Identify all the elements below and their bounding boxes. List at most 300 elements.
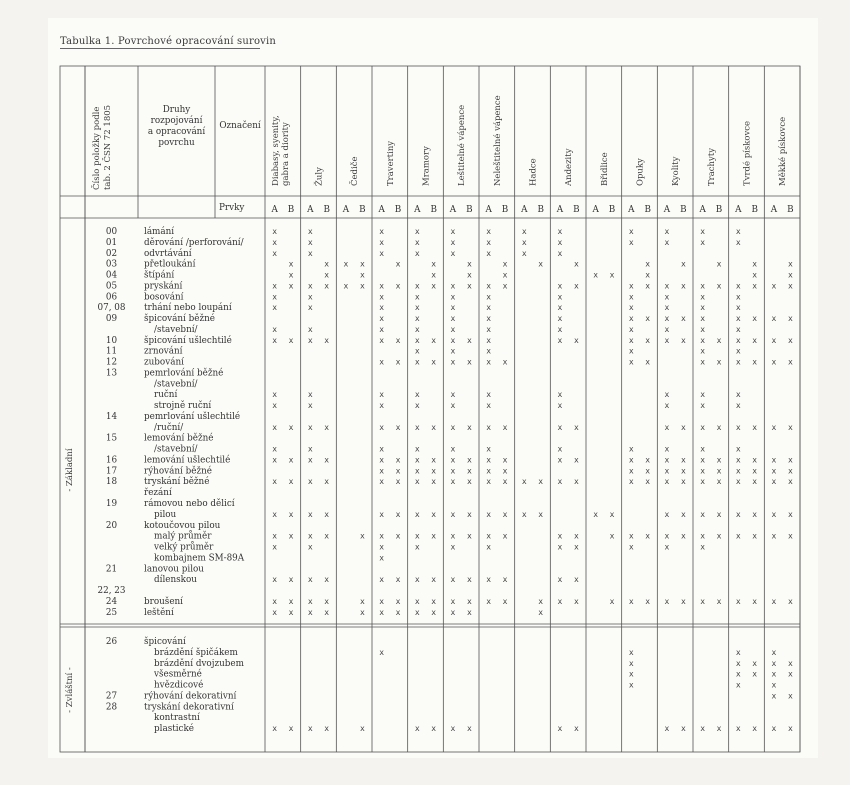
mark-x: x <box>716 455 722 465</box>
treatment-name: /ruční/ <box>154 422 184 433</box>
mark-x: x <box>307 281 313 291</box>
stone-header: Diabasy, syenity,gabra a diority <box>270 115 291 186</box>
mark-x: x <box>414 575 420 585</box>
mark-x: x <box>486 444 492 454</box>
mark-x: x <box>466 281 472 291</box>
mark-x: x <box>752 596 758 606</box>
mark-x: x <box>538 596 544 606</box>
treatment-name: špicování ušlechtilé <box>144 335 232 346</box>
col-a-label: A <box>307 205 314 215</box>
mark-x: x <box>307 335 313 345</box>
mark-x: x <box>771 281 777 291</box>
mark-x: x <box>414 357 420 367</box>
mark-x: x <box>288 281 294 291</box>
stone-header: Čediče <box>350 156 361 186</box>
mark-x: x <box>272 575 278 585</box>
stone-header: Opuky <box>635 158 646 186</box>
mark-x: x <box>628 596 634 606</box>
mark-x: x <box>450 292 456 302</box>
mark-x: x <box>272 509 278 519</box>
mark-x: x <box>557 724 563 734</box>
mark-x: x <box>609 509 615 519</box>
mark-x: x <box>272 455 278 465</box>
mark-x: x <box>486 227 492 236</box>
mark-x: x <box>395 466 401 476</box>
mark-x: x <box>486 248 492 258</box>
mark-x: x <box>716 724 722 734</box>
item-number: 21 <box>105 564 118 575</box>
stone-header: Tvrdé pískovce <box>742 120 753 186</box>
treatment-name: štípání <box>144 270 175 281</box>
treatment-name: rámovou nebo dělicí <box>144 499 235 509</box>
mark-x: x <box>557 531 563 541</box>
mark-x: x <box>787 314 793 324</box>
mark-x: x <box>272 724 278 734</box>
treatment-name: malý průměr <box>154 531 212 542</box>
mark-x: x <box>771 509 777 519</box>
mark-x: x <box>664 314 670 324</box>
mark-x: x <box>628 227 634 236</box>
mark-x: x <box>664 281 670 291</box>
mark-x: x <box>379 466 385 476</box>
mark-x: x <box>628 335 634 345</box>
mark-x: x <box>395 607 401 617</box>
mark-x: x <box>431 724 437 734</box>
mark-x: x <box>557 401 563 411</box>
mark-x: x <box>307 444 313 454</box>
mark-x: x <box>466 466 472 476</box>
col-a-label: A <box>414 205 421 215</box>
mark-x: x <box>414 335 420 345</box>
mark-x: x <box>431 596 437 606</box>
mark-x: x <box>628 357 634 367</box>
item-number: 11 <box>105 346 118 357</box>
mark-x: x <box>680 724 686 734</box>
col-b-label: B <box>573 205 580 215</box>
mark-x: x <box>664 596 670 606</box>
mark-x: x <box>735 303 741 313</box>
mark-x: x <box>735 357 741 367</box>
mark-x: x <box>664 455 670 465</box>
mark-x: x <box>609 270 615 280</box>
mark-x: x <box>359 281 365 291</box>
mark-x: x <box>664 422 670 432</box>
mark-x: x <box>664 477 670 487</box>
mark-x: x <box>307 292 313 302</box>
mark-x: x <box>787 455 793 465</box>
item-number: 03 <box>105 259 118 270</box>
mark-x: x <box>557 390 563 400</box>
mark-x: x <box>486 542 492 552</box>
treatment-name: tryskání dekorativní <box>144 702 234 713</box>
mark-x: x <box>502 477 508 487</box>
mark-x: x <box>414 324 420 334</box>
mark-x: x <box>680 455 686 465</box>
mark-x: x <box>573 531 579 541</box>
mark-x: x <box>486 390 492 400</box>
mark-x: x <box>414 237 420 247</box>
mark-x: x <box>787 477 793 487</box>
treatment-name: kontrastní <box>154 713 200 724</box>
mark-x: x <box>324 281 330 291</box>
mark-x: x <box>700 281 706 291</box>
col-b-label: B <box>287 205 295 215</box>
stone-header: Hadce <box>528 158 539 186</box>
mark-x: x <box>450 575 456 585</box>
mark-x: x <box>787 691 793 701</box>
mark-x: x <box>771 466 777 476</box>
treatment-name: pryskání <box>144 281 183 292</box>
mark-x: x <box>645 281 651 291</box>
col-b-label: B <box>323 205 330 215</box>
mark-x: x <box>431 509 437 519</box>
mark-x: x <box>466 270 472 280</box>
mark-x: x <box>700 542 706 552</box>
mark-x: x <box>414 227 420 236</box>
mark-x: x <box>431 607 437 617</box>
mark-x: x <box>324 270 330 280</box>
mark-x: x <box>431 259 437 269</box>
mark-x: x <box>680 466 686 476</box>
mark-x: x <box>288 607 294 617</box>
mark-x: x <box>557 444 563 454</box>
treatment-name: zubování <box>144 357 184 368</box>
mark-x: x <box>664 542 670 552</box>
mark-x: x <box>379 531 385 541</box>
mark-x: x <box>735 335 741 345</box>
mark-x: x <box>272 542 278 552</box>
mark-x: x <box>752 422 758 432</box>
item-number: 13 <box>105 368 118 379</box>
mark-x: x <box>272 281 278 291</box>
elements-header: Prvky <box>219 203 245 213</box>
mark-x: x <box>700 477 706 487</box>
mark-x: x <box>557 237 563 247</box>
mark-x: x <box>414 455 420 465</box>
treatment-name: všesměrné <box>154 669 202 680</box>
mark-x: x <box>450 227 456 236</box>
mark-x: x <box>450 607 456 617</box>
mark-x: x <box>379 248 385 258</box>
mark-x: x <box>735 724 741 734</box>
mark-x: x <box>414 303 420 313</box>
mark-x: x <box>716 477 722 487</box>
col-a-label: A <box>770 205 778 215</box>
treatment-name: přetloukání <box>144 259 196 270</box>
item-number: 28 <box>105 702 118 713</box>
mark-x: x <box>700 444 706 454</box>
mark-x: x <box>395 509 401 519</box>
mark-x: x <box>466 724 472 734</box>
stone-header: Neleštitelné vápence <box>492 95 503 186</box>
treatment-name: bosování <box>144 292 184 303</box>
mark-x: x <box>379 314 385 324</box>
mark-x: x <box>307 422 313 432</box>
item-number: 02 <box>105 248 118 259</box>
mark-x: x <box>307 303 313 313</box>
mark-x: x <box>735 531 741 541</box>
mark-x: x <box>450 281 456 291</box>
treatment-name: rýhování dekorativní <box>144 691 237 702</box>
mark-x: x <box>680 477 686 487</box>
mark-x: x <box>486 357 492 367</box>
item-number: 06 <box>105 292 118 303</box>
mark-x: x <box>628 346 634 356</box>
mark-x: x <box>700 346 706 356</box>
mark-x: x <box>379 553 385 563</box>
mark-x: x <box>664 401 670 411</box>
mark-x: x <box>272 390 278 400</box>
mark-x: x <box>486 401 492 411</box>
label-header: Označení <box>219 121 261 131</box>
mark-x: x <box>379 596 385 606</box>
mark-x: x <box>379 607 385 617</box>
stone-header: Trachyty <box>706 147 717 186</box>
treatment-name: plastické <box>154 724 195 735</box>
mark-x: x <box>700 314 706 324</box>
mark-x: x <box>645 466 651 476</box>
mark-x: x <box>664 227 670 236</box>
mark-x: x <box>557 477 563 487</box>
mark-x: x <box>557 575 563 585</box>
mark-x: x <box>787 281 793 291</box>
mark-x: x <box>664 466 670 476</box>
mark-x: x <box>628 669 634 679</box>
mark-x: x <box>787 658 793 668</box>
mark-x: x <box>414 422 420 432</box>
mark-x: x <box>431 422 437 432</box>
mark-x: x <box>521 477 527 487</box>
mark-x: x <box>450 455 456 465</box>
mark-x: x <box>628 466 634 476</box>
mark-x: x <box>486 466 492 476</box>
mark-x: x <box>395 422 401 432</box>
mark-x: x <box>414 531 420 541</box>
mark-x: x <box>431 466 437 476</box>
mark-x: x <box>700 596 706 606</box>
treatment-name: dílenskou <box>154 575 197 586</box>
mark-x: x <box>645 314 651 324</box>
mark-x: x <box>502 575 508 585</box>
mark-x: x <box>573 724 579 734</box>
mark-x: x <box>450 509 456 519</box>
mark-x: x <box>450 531 456 541</box>
mark-x: x <box>593 509 599 519</box>
mark-x: x <box>735 658 741 668</box>
mark-x: x <box>557 422 563 432</box>
col-b-label: B <box>466 205 473 215</box>
mark-x: x <box>502 357 508 367</box>
mark-x: x <box>395 455 401 465</box>
mark-x: x <box>771 596 777 606</box>
item-number: 10 <box>105 335 118 346</box>
mark-x: x <box>628 542 634 552</box>
mark-x: x <box>395 335 401 345</box>
mark-x: x <box>664 237 670 247</box>
mark-x: x <box>502 596 508 606</box>
mark-x: x <box>272 596 278 606</box>
col-b-label: B <box>715 205 723 215</box>
treatment-name: leštění <box>144 607 174 618</box>
mark-x: x <box>735 477 741 487</box>
mark-x: x <box>680 259 686 269</box>
mark-x: x <box>272 324 278 334</box>
mark-x: x <box>787 357 793 367</box>
mark-x: x <box>359 259 365 269</box>
mark-x: x <box>645 335 651 345</box>
mark-x: x <box>272 248 278 258</box>
col-a-label: A <box>592 205 599 215</box>
mark-x: x <box>735 680 741 690</box>
mark-x: x <box>343 281 349 291</box>
mark-x: x <box>787 531 793 541</box>
mark-x: x <box>466 335 472 345</box>
mark-x: x <box>664 444 670 454</box>
mark-x: x <box>450 444 456 454</box>
mark-x: x <box>700 227 706 236</box>
mark-x: x <box>787 724 793 734</box>
mark-x: x <box>324 335 330 345</box>
mark-x: x <box>716 422 722 432</box>
col-a-label: A <box>735 205 742 215</box>
mark-x: x <box>771 680 777 690</box>
mark-x: x <box>752 509 758 519</box>
mark-x: x <box>573 259 579 269</box>
mark-x: x <box>307 390 313 400</box>
mark-x: x <box>414 314 420 324</box>
mark-x: x <box>288 724 294 734</box>
mark-x: x <box>521 509 527 519</box>
mark-x: x <box>700 335 706 345</box>
mark-x: x <box>486 531 492 541</box>
mark-x: x <box>307 596 313 606</box>
mark-x: x <box>288 422 294 432</box>
mark-x: x <box>557 542 563 552</box>
mark-x: x <box>573 422 579 432</box>
treatment-name: lemování běžné <box>144 433 214 444</box>
mark-x: x <box>272 335 278 345</box>
mark-x: x <box>628 303 634 313</box>
mark-x: x <box>735 444 741 454</box>
mark-x: x <box>486 335 492 345</box>
mark-x: x <box>771 357 777 367</box>
mark-x: x <box>307 531 313 541</box>
mark-x: x <box>307 324 313 334</box>
mark-x: x <box>735 314 741 324</box>
mark-x: x <box>735 647 741 657</box>
mark-x: x <box>680 314 686 324</box>
treatment-name: broušení <box>144 596 183 607</box>
mark-x: x <box>538 477 544 487</box>
mark-x: x <box>466 607 472 617</box>
treatment-name: ruční <box>154 390 178 401</box>
mark-x: x <box>324 575 330 585</box>
col-a-label: A <box>271 205 278 215</box>
stone-header: Břidlice <box>599 152 610 186</box>
mark-x: x <box>752 314 758 324</box>
mark-x: x <box>502 270 508 280</box>
mark-x: x <box>735 422 741 432</box>
mark-x: x <box>573 477 579 487</box>
stone-header: Žuly <box>314 167 325 186</box>
mark-x: x <box>752 477 758 487</box>
mark-x: x <box>379 422 385 432</box>
col-b-label: B <box>394 205 402 215</box>
mark-x: x <box>431 281 437 291</box>
mark-x: x <box>486 455 492 465</box>
mark-x: x <box>628 658 634 668</box>
mark-x: x <box>573 575 579 585</box>
mark-x: x <box>557 335 563 345</box>
mark-x: x <box>379 292 385 302</box>
item-number: 18 <box>105 477 118 488</box>
mark-x: x <box>700 455 706 465</box>
mark-x: x <box>466 596 472 606</box>
col-a-label: A <box>663 205 671 215</box>
mark-x: x <box>466 531 472 541</box>
mark-x: x <box>288 455 294 465</box>
mark-x: x <box>628 531 634 541</box>
col-b-label: B <box>501 205 509 215</box>
mark-x: x <box>395 259 401 269</box>
stone-header: Měkké pískovce <box>778 116 789 186</box>
mark-x: x <box>486 346 492 356</box>
mark-x: x <box>680 422 686 432</box>
mark-x: x <box>324 477 330 487</box>
treatment-name: brázdění špičákem <box>154 647 238 658</box>
treatment-name: řezání <box>144 488 172 499</box>
col-b-label: B <box>680 205 687 215</box>
item-number: 14 <box>105 411 118 422</box>
mark-x: x <box>466 357 472 367</box>
mark-x: x <box>324 455 330 465</box>
mark-x: x <box>573 596 579 606</box>
col-b-label: B <box>537 205 544 215</box>
treatment-name: velký průměr <box>154 542 214 553</box>
mark-x: x <box>379 647 385 657</box>
mark-x: x <box>414 390 420 400</box>
mark-x: x <box>716 466 722 476</box>
col-a-label: A <box>699 205 706 215</box>
mark-x: x <box>680 281 686 291</box>
mark-x: x <box>450 422 456 432</box>
mark-x: x <box>414 292 420 302</box>
mark-x: x <box>431 455 437 465</box>
mark-x: x <box>628 444 634 454</box>
mark-x: x <box>735 455 741 465</box>
mark-x: x <box>645 259 651 269</box>
mark-x: x <box>307 509 313 519</box>
mark-x: x <box>414 466 420 476</box>
mark-x: x <box>486 281 492 291</box>
mark-x: x <box>395 596 401 606</box>
mark-x: x <box>787 335 793 345</box>
mark-x: x <box>288 259 294 269</box>
mark-x: x <box>771 724 777 734</box>
mark-x: x <box>431 357 437 367</box>
mark-x: x <box>700 357 706 367</box>
col-a-label: A <box>628 205 635 215</box>
col-b-label: B <box>359 205 366 215</box>
treatment-name: zrnování <box>144 346 183 357</box>
mark-x: x <box>502 455 508 465</box>
mark-x: x <box>502 531 508 541</box>
item-number: 04 <box>105 270 118 281</box>
mark-x: x <box>359 531 365 541</box>
mark-x: x <box>359 607 365 617</box>
mark-x: x <box>787 259 793 269</box>
mark-x: x <box>771 691 777 701</box>
